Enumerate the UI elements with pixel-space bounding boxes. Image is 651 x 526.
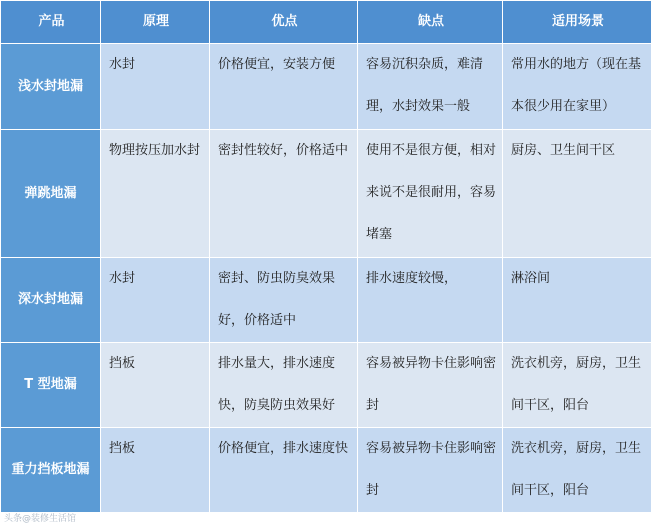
advantages-cell: 价格便宜，安装方便	[210, 44, 358, 130]
header-advantages: 优点	[210, 1, 358, 44]
disadvantages-cell: 容易被异物卡住影响密封	[358, 428, 503, 513]
product-cell: 重力挡板地漏	[1, 428, 101, 513]
header-scenarios: 适用场景	[503, 1, 651, 44]
table-row	[1, 428, 651, 513]
scenarios-cell: 常用水的地方（现在基本很少用在家里）	[503, 44, 651, 130]
product-cell: T 型地漏	[1, 343, 101, 428]
principle-cell: 水封	[101, 44, 210, 130]
scenarios-cell: 洗衣机旁，厨房，卫生间干区，阳台	[503, 343, 651, 428]
disadvantages-cell: 使用不是很方便，相对来说不是很耐用，容易堵塞	[358, 130, 503, 258]
principle-cell: 挡板	[101, 343, 210, 428]
table-row	[1, 258, 651, 343]
scenarios-cell: 洗衣机旁，厨房，卫生间干区，阳台	[503, 428, 651, 513]
scenarios-cell: 厨房、卫生间干区	[503, 130, 651, 258]
advantages-cell: 排水量大，排水速度快，防臭防虫效果好	[210, 343, 358, 428]
watermark: 头条@装修生活馆	[4, 514, 77, 524]
principle-cell: 水封	[101, 258, 210, 343]
header-product: 产品	[1, 1, 101, 44]
product-cell: 深水封地漏	[1, 258, 101, 343]
disadvantages-cell: 容易沉积杂质，难清理，水封效果一般	[358, 44, 503, 130]
header-principle: 原理	[101, 1, 210, 44]
disadvantages-cell: 容易被异物卡住影响密封	[358, 343, 503, 428]
disadvantages-cell: 排水速度较慢，	[358, 258, 503, 343]
header-row	[1, 1, 651, 44]
advantages-cell: 密封、防虫防臭效果好，价格适中	[210, 258, 358, 343]
principle-cell: 挡板	[101, 428, 210, 513]
scenarios-cell: 淋浴间	[503, 258, 651, 343]
advantages-cell: 价格便宜，排水速度快	[210, 428, 358, 513]
advantages-cell: 密封性较好，价格适中	[210, 130, 358, 258]
product-cell: 弹跳地漏	[1, 130, 101, 258]
table-row	[1, 343, 651, 428]
header-disadvantages: 缺点	[358, 1, 503, 44]
principle-cell: 物理按压加水封	[101, 130, 210, 258]
table-row	[1, 44, 651, 130]
product-cell: 浅水封地漏	[1, 44, 101, 130]
table-row	[1, 130, 651, 258]
